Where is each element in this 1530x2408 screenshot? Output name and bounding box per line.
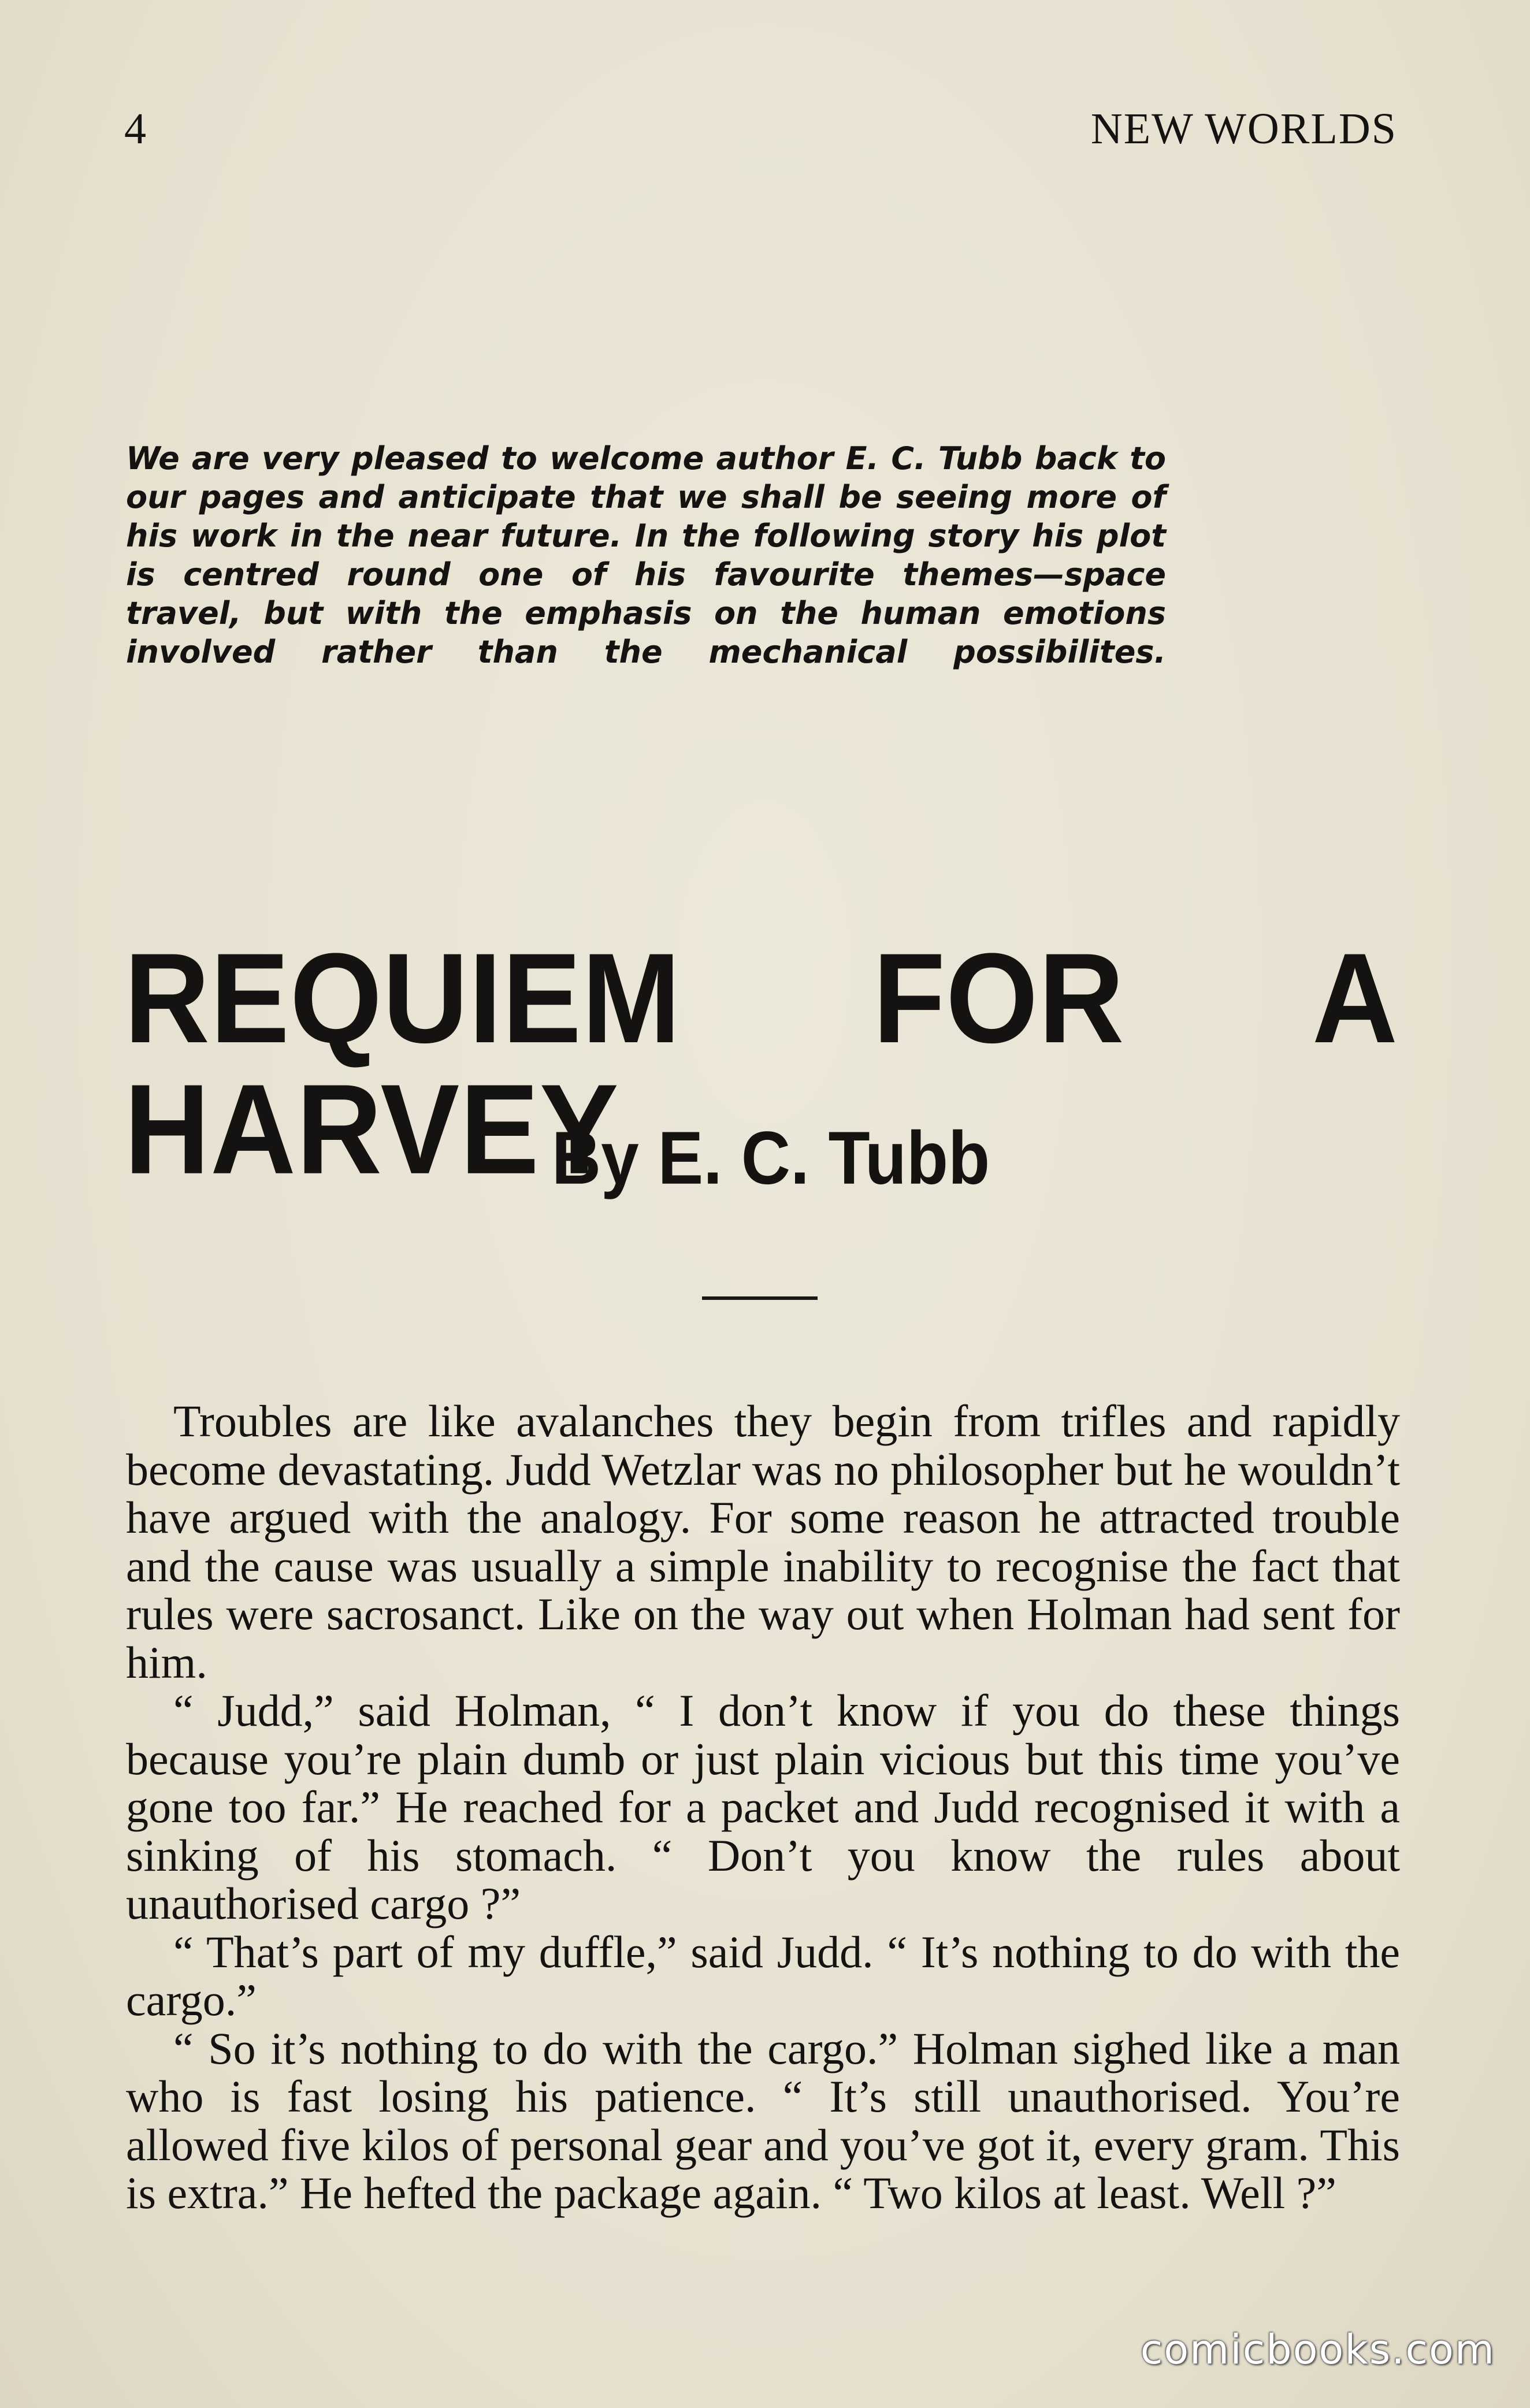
editorial-intro: We are very pleased to welcome author E. C. Tubb back to our pages and anticipate that we shall be seeing more of his work in the near future. In the following story his plot is centred round one of his favourite themes—space travel, but with the emphasis on the human emotions involved rather than the mechanical possibilites. bbox=[126, 440, 1166, 670]
story-paragraph: “ So it’s nothing to do with the cargo.” Holman sighed like a man who is fast losing his patience. “ It’s still unauthorised. You’re allowed five kilos of personal gear and you’ve got it, every gram. This is extra.” He hefted the package again. “ Two kilos at least. Well ?” bbox=[126, 2023, 1400, 2218]
story-paragraph: Troubles are like avalanches they begin from trifles and rapidly become devastating. Judd Wetzlar was no philosopher but he wouldn’t have argued with the analogy. For some reason he attracted trouble and the cause was usually a simple inability to recognise the fact that rules were sacrosanct. Like on the way out when Holman had sent for him. bbox=[126, 1396, 1400, 1688]
story-paragraph: “ Judd,” said Holman, “ I don’t know if you do these things because you’re plain dumb or just plain vicious but this time you’ve gone too far.” He reached for a packet and Judd recognised it with a sinking of his stomach. “ Don’t you know the rules about unauthorised cargo ?” bbox=[126, 1685, 1400, 1928]
story-byline: By E. C. Tubb bbox=[551, 1116, 990, 1201]
story-body bbox=[126, 1397, 1400, 2217]
magazine-title: NEW WORLDS bbox=[1090, 105, 1397, 153]
page-number: 4 bbox=[124, 105, 147, 153]
story-title: REQUIEM FOR A HARVEY bbox=[124, 927, 1398, 1201]
watermark: comicbooks.com bbox=[1140, 2326, 1495, 2373]
divider-rule bbox=[702, 1296, 818, 1300]
running-head bbox=[124, 104, 1397, 168]
story-paragraph: “ That’s part of my duffle,” said Judd. “ It’s nothing to do with the cargo.” bbox=[126, 1926, 1400, 2025]
